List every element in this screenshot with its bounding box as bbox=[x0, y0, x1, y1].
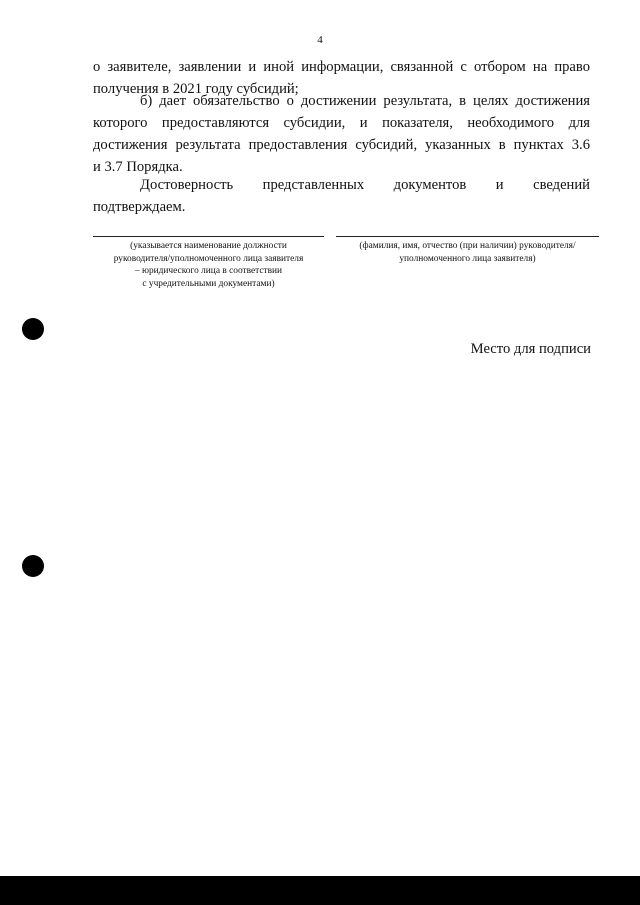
paragraph-obligation bbox=[93, 90, 590, 178]
signature-caption-position bbox=[86, 240, 331, 290]
paragraph-line: Достоверность представленных документов и сведений bbox=[140, 177, 590, 193]
signature-line-position bbox=[93, 236, 324, 237]
caption-line: (фамилия, имя, отчество (при наличии) руководителя/ bbox=[359, 241, 576, 251]
paragraph-line: и 3.7 Порядка. bbox=[93, 159, 183, 175]
paragraph-line: подтверждаем. bbox=[93, 199, 186, 215]
paragraph-line: получения в 2021 году субсидий; bbox=[93, 81, 299, 97]
punch-hole-bottom bbox=[22, 555, 44, 577]
page-number: 4 bbox=[317, 34, 323, 46]
scan-edge-bar bbox=[0, 876, 640, 905]
punch-hole-top bbox=[22, 318, 44, 340]
signature-place-label: Место для подписи bbox=[470, 341, 591, 357]
caption-line: (указывается наименование должности bbox=[130, 241, 287, 251]
caption-line: – юридического лица в соответствии bbox=[134, 266, 283, 277]
paragraph-line: о заявителе, заявлении и иной информации, связанной с отбором на право bbox=[93, 59, 590, 75]
caption-line: уполномоченного лица заявителя) bbox=[399, 253, 536, 264]
paragraph-line: б) дает обязательство о достижении результата, в целях достижения bbox=[140, 93, 590, 109]
caption-line: с учредительными документами) bbox=[142, 278, 275, 289]
paragraph-confirmation bbox=[93, 174, 590, 218]
signature-line-name bbox=[336, 236, 599, 237]
caption-line: руководителя/уполномоченного лица заявителя bbox=[113, 253, 304, 264]
paragraph-line: достижения результата предоставления субсидий, указанных в пунктах 3.6 bbox=[93, 137, 590, 153]
paragraph-line: которого предоставляются субсидии, и показателя, необходимого для bbox=[93, 115, 590, 131]
signature-caption-name bbox=[336, 240, 599, 265]
